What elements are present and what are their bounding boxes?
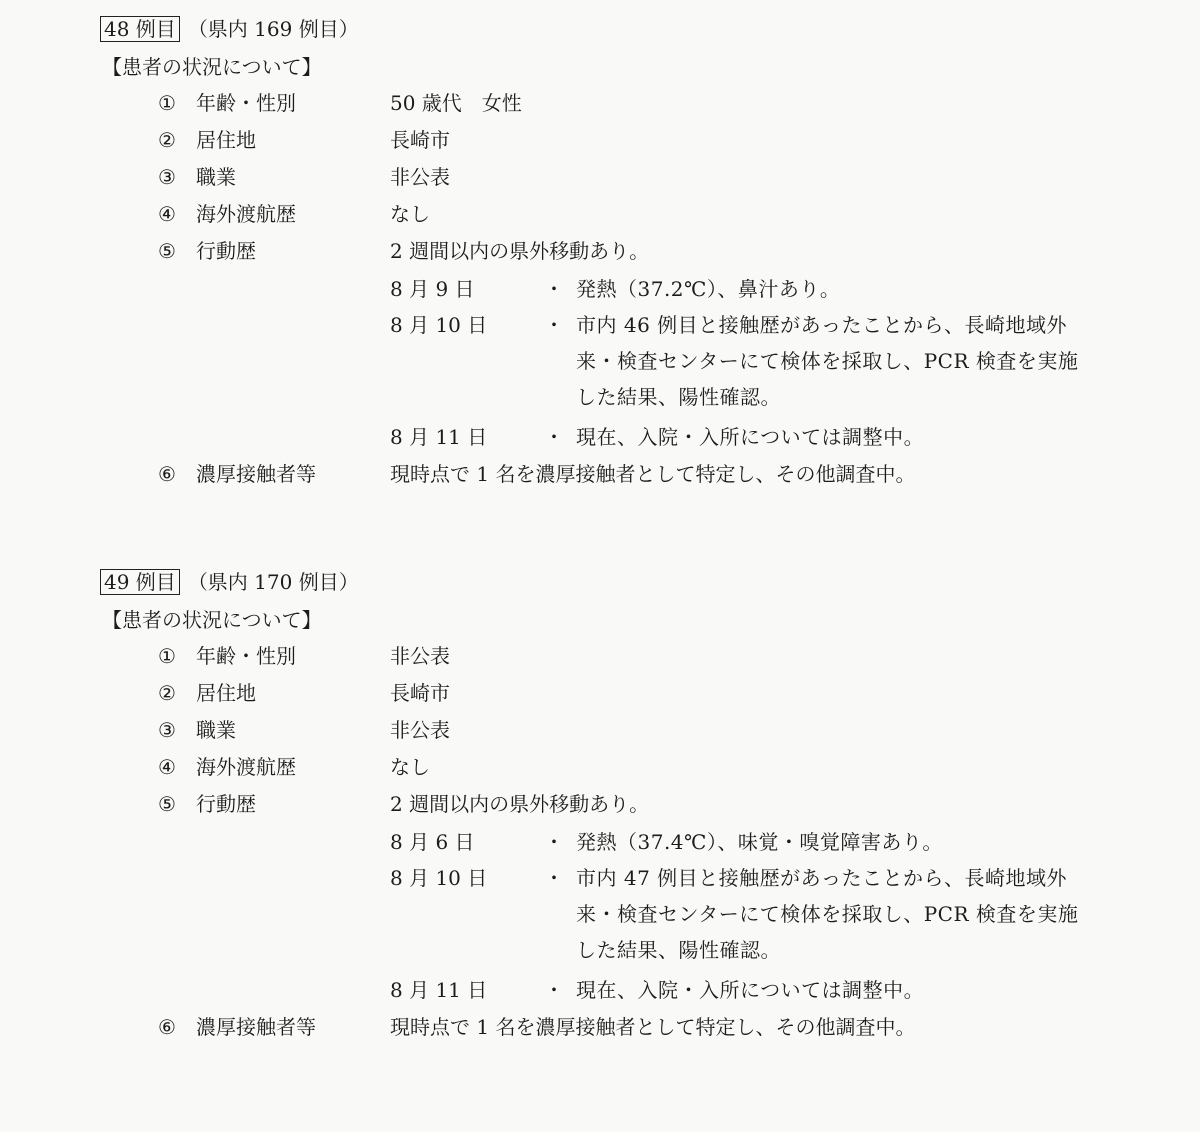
item-label: 濃厚接触者等 bbox=[196, 462, 316, 486]
item-label: 濃厚接触者等 bbox=[196, 1015, 316, 1039]
item-number: ⑥ bbox=[158, 1015, 176, 1039]
item-label: 年齢・性別 bbox=[196, 91, 296, 115]
item-row-occupation bbox=[0, 164, 1200, 194]
item-value: なし bbox=[390, 755, 430, 779]
item-value: 長崎市 bbox=[390, 128, 450, 152]
timeline-text: 現在、入院・入所については調整中。 bbox=[576, 425, 925, 449]
timeline-entry bbox=[0, 424, 1200, 454]
bullet: ・ bbox=[544, 978, 564, 1002]
item-row-close-contacts bbox=[0, 461, 1200, 491]
timeline-text: 発熱（37.4℃）、味覚・嗅覚障害あり。 bbox=[576, 830, 943, 854]
item-value: 長崎市 bbox=[390, 681, 450, 705]
item-number: ③ bbox=[158, 718, 176, 742]
timeline-entry bbox=[0, 977, 1200, 1007]
timeline-text: 市内 46 例目と接触歴があったことから、長崎地域外来・検査センターにて検体を採取し、PCR 検査を実施した結果、陽性確認。 bbox=[576, 313, 1079, 409]
item-label: 職業 bbox=[196, 718, 236, 742]
item-value: 非公表 bbox=[390, 718, 450, 742]
item-row-occupation bbox=[0, 717, 1200, 747]
bullet: ・ bbox=[544, 866, 564, 890]
item-label: 居住地 bbox=[196, 128, 256, 152]
status-heading: 【患者の状況について】 bbox=[102, 55, 322, 79]
item-number: ② bbox=[158, 128, 176, 152]
item-row-overseas-travel bbox=[0, 201, 1200, 231]
timeline-date: 8 月 10 日 bbox=[390, 866, 488, 890]
timeline-entry bbox=[0, 276, 1200, 306]
case-number: 49 例目 bbox=[100, 569, 180, 595]
item-value: 現時点で 1 名を濃厚接触者として特定し、その他調査中。 bbox=[390, 1015, 916, 1039]
item-row-age-sex bbox=[0, 643, 1200, 673]
item-row-activity-history bbox=[0, 238, 1200, 268]
timeline-text: 発熱（37.2℃）、鼻汁あり。 bbox=[576, 277, 841, 301]
item-row-residence bbox=[0, 127, 1200, 157]
timeline-entry bbox=[0, 865, 1200, 962]
item-value: なし bbox=[390, 202, 430, 226]
item-row-residence bbox=[0, 680, 1200, 710]
timeline-entry bbox=[0, 829, 1200, 859]
item-number: ⑥ bbox=[158, 462, 176, 486]
item-label: 年齢・性別 bbox=[196, 644, 296, 668]
timeline-date: 8 月 11 日 bbox=[390, 425, 488, 449]
timeline-date: 8 月 10 日 bbox=[390, 313, 488, 337]
item-label: 行動歴 bbox=[196, 239, 256, 263]
item-row-overseas-travel bbox=[0, 754, 1200, 784]
item-number: ⑤ bbox=[158, 792, 176, 816]
item-label: 海外渡航歴 bbox=[196, 755, 296, 779]
item-value: 2 週間以内の県外移動あり。 bbox=[390, 239, 650, 263]
status-heading: 【患者の状況について】 bbox=[102, 608, 322, 632]
bullet: ・ bbox=[544, 313, 564, 337]
item-value: 現時点で 1 名を濃厚接触者として特定し、その他調査中。 bbox=[390, 462, 916, 486]
item-label: 居住地 bbox=[196, 681, 256, 705]
case-header bbox=[100, 16, 359, 42]
item-number: ④ bbox=[158, 755, 176, 779]
item-number: ⑤ bbox=[158, 239, 176, 263]
item-number: ② bbox=[158, 681, 176, 705]
timeline-date: 8 月 11 日 bbox=[390, 978, 488, 1002]
prefecture-case-number: （県内 170 例目） bbox=[187, 570, 359, 594]
item-number: ① bbox=[158, 644, 176, 668]
item-number: ① bbox=[158, 91, 176, 115]
case-header bbox=[100, 569, 359, 595]
item-value: 2 週間以内の県外移動あり。 bbox=[390, 792, 650, 816]
item-label: 職業 bbox=[196, 165, 236, 189]
bullet: ・ bbox=[544, 425, 564, 449]
item-row-age-sex bbox=[0, 90, 1200, 120]
timeline-entry bbox=[0, 312, 1200, 409]
item-label: 海外渡航歴 bbox=[196, 202, 296, 226]
bullet: ・ bbox=[544, 830, 564, 854]
item-label: 行動歴 bbox=[196, 792, 256, 816]
timeline-text: 市内 47 例目と接触歴があったことから、長崎地域外来・検査センターにて検体を採取し、PCR 検査を実施した結果、陽性確認。 bbox=[576, 866, 1079, 962]
timeline-date: 8 月 6 日 bbox=[390, 830, 475, 854]
timeline-date: 8 月 9 日 bbox=[390, 277, 475, 301]
item-value: 50 歳代 女性 bbox=[390, 91, 522, 115]
bullet: ・ bbox=[544, 277, 564, 301]
item-number: ③ bbox=[158, 165, 176, 189]
item-number: ④ bbox=[158, 202, 176, 226]
timeline-text: 現在、入院・入所については調整中。 bbox=[576, 978, 925, 1002]
case-number: 48 例目 bbox=[100, 16, 180, 42]
item-row-activity-history bbox=[0, 791, 1200, 821]
item-value: 非公表 bbox=[390, 165, 450, 189]
item-value: 非公表 bbox=[390, 644, 450, 668]
prefecture-case-number: （県内 169 例目） bbox=[187, 17, 359, 41]
item-row-close-contacts bbox=[0, 1014, 1200, 1044]
